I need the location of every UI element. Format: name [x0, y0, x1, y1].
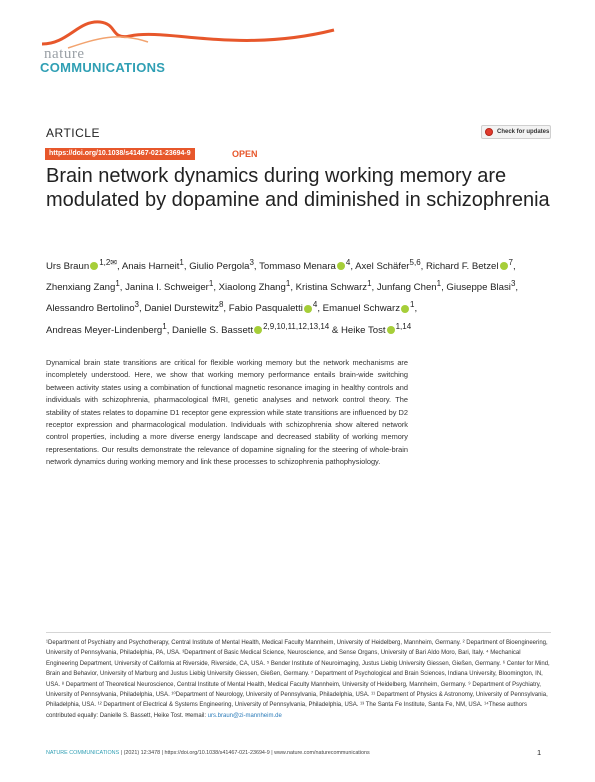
author-name[interactable]: & Heike Tost [329, 324, 386, 336]
author-name[interactable]: , Richard F. Betzel [420, 261, 499, 273]
author-name[interactable]: , Junfang Chen [371, 282, 437, 294]
page-footer [46, 750, 552, 756]
author-affil: 3 [134, 300, 139, 310]
check-updates-label: Check for updates [497, 129, 550, 135]
orcid-icon[interactable] [254, 326, 262, 334]
author-name[interactable]: , Giulio Pergola [183, 261, 250, 273]
author-name[interactable]: Urs Braun [46, 261, 90, 273]
author-name[interactable]: Zhenxiang Zang [46, 282, 116, 294]
open-access-badge: OPEN [232, 149, 258, 159]
page-number: 1 [537, 748, 542, 757]
author-name[interactable]: Alessandro Bertolino [46, 303, 135, 315]
check-updates-button[interactable] [481, 125, 551, 139]
abstract: Dynamical brain state transitions are critical for flexible working memory but the network mechanisms are incompletely understood. Here, we show that working memory performance entails brain-wide switching between activity states using a combination of functional magnetic resonance imaging in healthy controls and individuals with schizophrenia, pharmacological fMRI, genetic analyses and network control theory. The stability of states relates to dopamine D1 receptor gene expression while state transitions are influenced by D2 receptor expression and pharmacological modulation. Individuals with schizophrenia show altered network control properties, including a more diverse energy landscape and decreased stability of working memory representations. Our results demonstrate the relevance of dopamine signaling for the steering of whole-brain network dynamics during working memory and link these processes to schizophrenia pathophysiology. [46, 358, 408, 467]
author-name[interactable]: , Daniel Durstewitz [138, 303, 219, 315]
author-name[interactable]: , Fabio Pasqualetti [223, 303, 303, 315]
author-affil: 2,9,10,11,12,13,14 [263, 321, 330, 331]
corresponding-email-link[interactable]: urs.braun@zi-mannheim.de [207, 712, 282, 719]
author-affil: 1 [436, 279, 442, 289]
orcid-icon[interactable] [304, 305, 312, 313]
author-affil: 4 [345, 258, 351, 267]
author-affil: 3 [249, 258, 254, 267]
author-affil: 1 [179, 258, 184, 267]
logo-word: nature [44, 46, 85, 62]
author-affil: 1 [115, 279, 120, 289]
author-name[interactable]: , Kristina Schwarz [290, 282, 368, 294]
author-separator: , [414, 303, 418, 315]
author-affil: 1,14 [395, 321, 412, 331]
footer-journal: NATURE COMMUNICATIONS [46, 750, 120, 756]
author-affil: 1,2✉ [99, 258, 118, 267]
author-affil: 1 [162, 321, 167, 331]
author-name[interactable]: , Anais Harneit [117, 261, 180, 273]
author-name[interactable]: Andreas Meyer-Lindenberg [46, 324, 163, 336]
author-affil: 5,6 [409, 258, 421, 267]
orcid-icon[interactable] [387, 326, 395, 334]
doi-link[interactable]: https://doi.org/10.1038/s41467-021-23694-9 [45, 148, 195, 160]
author-line-4 [46, 318, 562, 339]
author-list [46, 254, 562, 339]
author-affil: 1 [208, 279, 214, 289]
author-name[interactable]: , Tommaso Menara [253, 261, 336, 273]
orcid-icon[interactable] [500, 262, 508, 270]
article-title: Brain network dynamics during working memory are modulated by dopamine and diminished in schizophrenia [46, 165, 550, 211]
author-affil: 7 [508, 258, 513, 267]
affiliations [46, 638, 552, 721]
journal-logo[interactable] [38, 14, 338, 76]
author-affil: 4 [312, 300, 318, 310]
logo-communications: COMMUNICATIONS [40, 60, 166, 75]
author-separator: , [512, 261, 516, 273]
orcid-icon[interactable] [401, 305, 409, 313]
author-affil: 1 [410, 300, 415, 310]
author-line-2 [46, 275, 562, 296]
author-affil: 1 [285, 279, 291, 289]
author-name[interactable]: , Xiaolong Zhang [213, 282, 286, 294]
author-line-1 [46, 254, 562, 275]
author-line-3 [46, 296, 562, 317]
author-affil: 1 [367, 279, 372, 289]
footnote-divider [46, 632, 551, 633]
author-name[interactable]: , Danielle S. Bassett [166, 324, 254, 336]
article-type-label: ARTICLE [46, 126, 100, 140]
orcid-icon[interactable] [337, 262, 345, 270]
author-affil: 3 [510, 279, 516, 289]
author-separator: , [515, 282, 519, 294]
updates-icon [485, 128, 493, 136]
author-name[interactable]: , Janina I. Schweiger [119, 282, 209, 294]
author-name[interactable]: , Axel Schäfer [350, 261, 410, 273]
author-affil: 8 [218, 300, 224, 310]
footer-citation: | (2021) 12:3478 | https://doi.org/10.1038/s41467-021-23694-9 | www.nature.com/naturecommunications [120, 750, 370, 756]
author-name[interactable]: , Giuseppe Blasi [441, 282, 511, 294]
orcid-icon[interactable] [90, 262, 98, 270]
author-name[interactable]: , Emanuel Schwarz [317, 303, 400, 315]
affiliations-text: ¹Department of Psychiatry and Psychotherapy, Central Institute of Mental Health, Medical Faculty Mannheim, University of Heidelberg, Mannheim, Germany. ² Department of Bioengineering, University of Pennsylvania, Philadelphia, PA, USA. ³Department of Basic Medical Science, Neuroscience, and Sense Organs, University of Bari Aldo Moro, Bari, Italy. ⁴ Mechanical Engineering Department, University of California at Riverside, Riverside, CA, USA. ⁵ Bender Institute of Neuroimaging, Justus Liebig University Giessen, Gießen, Germany. ⁶ Center for Mind, Brain and Behavior, University of Marburg and Justus Liebig University Giessen, Gießen, Germany. ⁷ Department of Psychological and Brain Sciences, Indiana University, Bloomington, IN, USA. ⁸ Department of Theoretical Neuroscience, Central Institute of Mental Health, Medical Faculty Mannheim, University of Heidelberg, Mannheim, Germany. ⁹ Department of Psychiatry, University of Pennsylvania, Philadelphia, USA. ¹⁰Department of Neurology, University of Pennsylvania, Philadelphia, USA. ¹¹ Department of Physics & Astronomy, University of Pennsylvania, Philadelphia, USA. ¹² Department of Electrical & Systems Engineering, University of Pennsylvania, Philadelphia, USA. ¹³ The Santa Fe Institute, Santa Fe, NM, USA. ¹⁴These authors contributed equally: Danielle S. Bassett, Heike Tost. ✉email: [46, 640, 550, 719]
